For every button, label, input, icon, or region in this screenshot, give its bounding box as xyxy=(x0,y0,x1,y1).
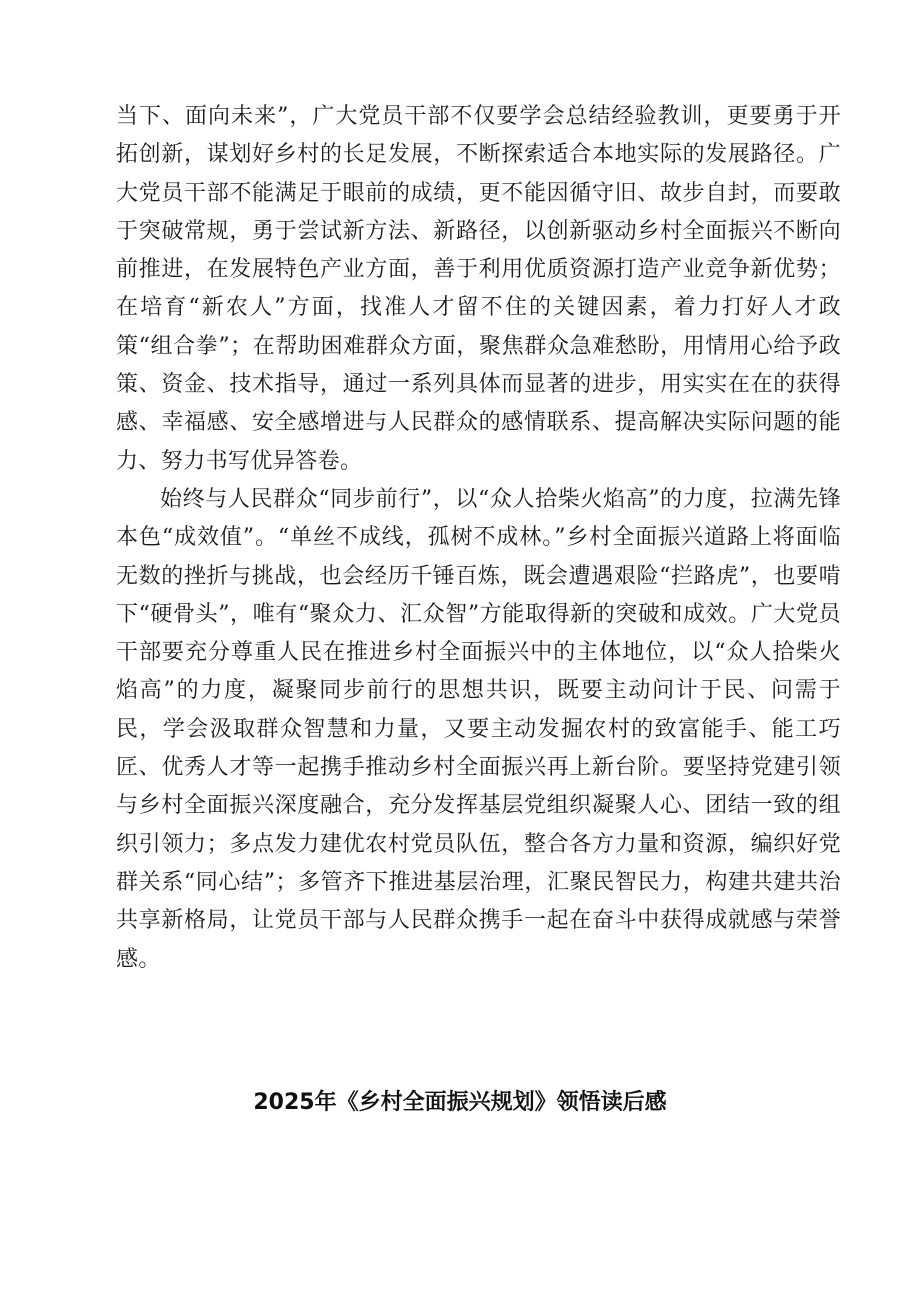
paragraph-same-pace: 始终与人民群众“同步前行”，以“众人拾柴火焰高”的力度，拉满先锋本色“成效值”。“单丝不成线，孤树不成林。”乡村全面振兴道路上将面临无数的挫折与挑战，也会经历千锤百炼，既会遭遇艰险“拦路虎”，也要啃下“硬骨头”，唯有“聚众力、汇众智”方能取得新的突破和成效。广大党员干部要充分尊重人民在推进乡村全面振兴中的主体地位，以“众人拾柴火焰高”的力度，凝聚同步前行的思想共识，既要主动问计于民、问需于民，学会汲取群众智慧和力量，又要主动发掘农村的致富能手、能工巧匠、优秀人才等一起携手推动乡村全面振兴再上新台阶。要坚持党建引领与乡村全面振兴深度融合，充分发挥基层党组织凝聚人心、团结一致的组织引领力；多点发力建优农村党员队伍，整合各方力量和资源，编织好党群关系“同心结”；多管齐下推进基层治理，汇聚民智民力，构建共建共治共享新格局，让党员干部与人民群众携手一起在奋斗中获得成就感与荣誉感。 xyxy=(116,486,841,972)
section-title: 2025年《乡村全面振兴规划》领悟读后感 xyxy=(253,1090,667,1115)
paragraph-continuation: 当下、面向未来”，广大党员干部不仅要学会总结经验教训，更要勇于开拓创新，谋划好乡村的长足发展，不断探索适合本地实际的发展路径。广大党员干部不能满足于眼前的成绩，更不能因循守旧、故步自封，而要敢于突破常规，勇于尝试新方法、新路径，以创新驱动乡村全面振兴不断向前推进，在发展特色产业方面，善于利用优质资源打造产业竞争新优势；在培育“新农人”方面，找准人才留不住的关键因素，着力打好人才政策“组合拳”；在帮助困难群众方面，聚焦群众急难愁盼，用情用心给予政策、资金、技术指导，通过一系列具体而显著的进步，用实实在在的获得感、幸福感、安全感增进与人民群众的感情联系、提高解决实际问题的能力、努力书写优异答卷。 xyxy=(116,104,841,474)
document-body xyxy=(116,98,841,979)
